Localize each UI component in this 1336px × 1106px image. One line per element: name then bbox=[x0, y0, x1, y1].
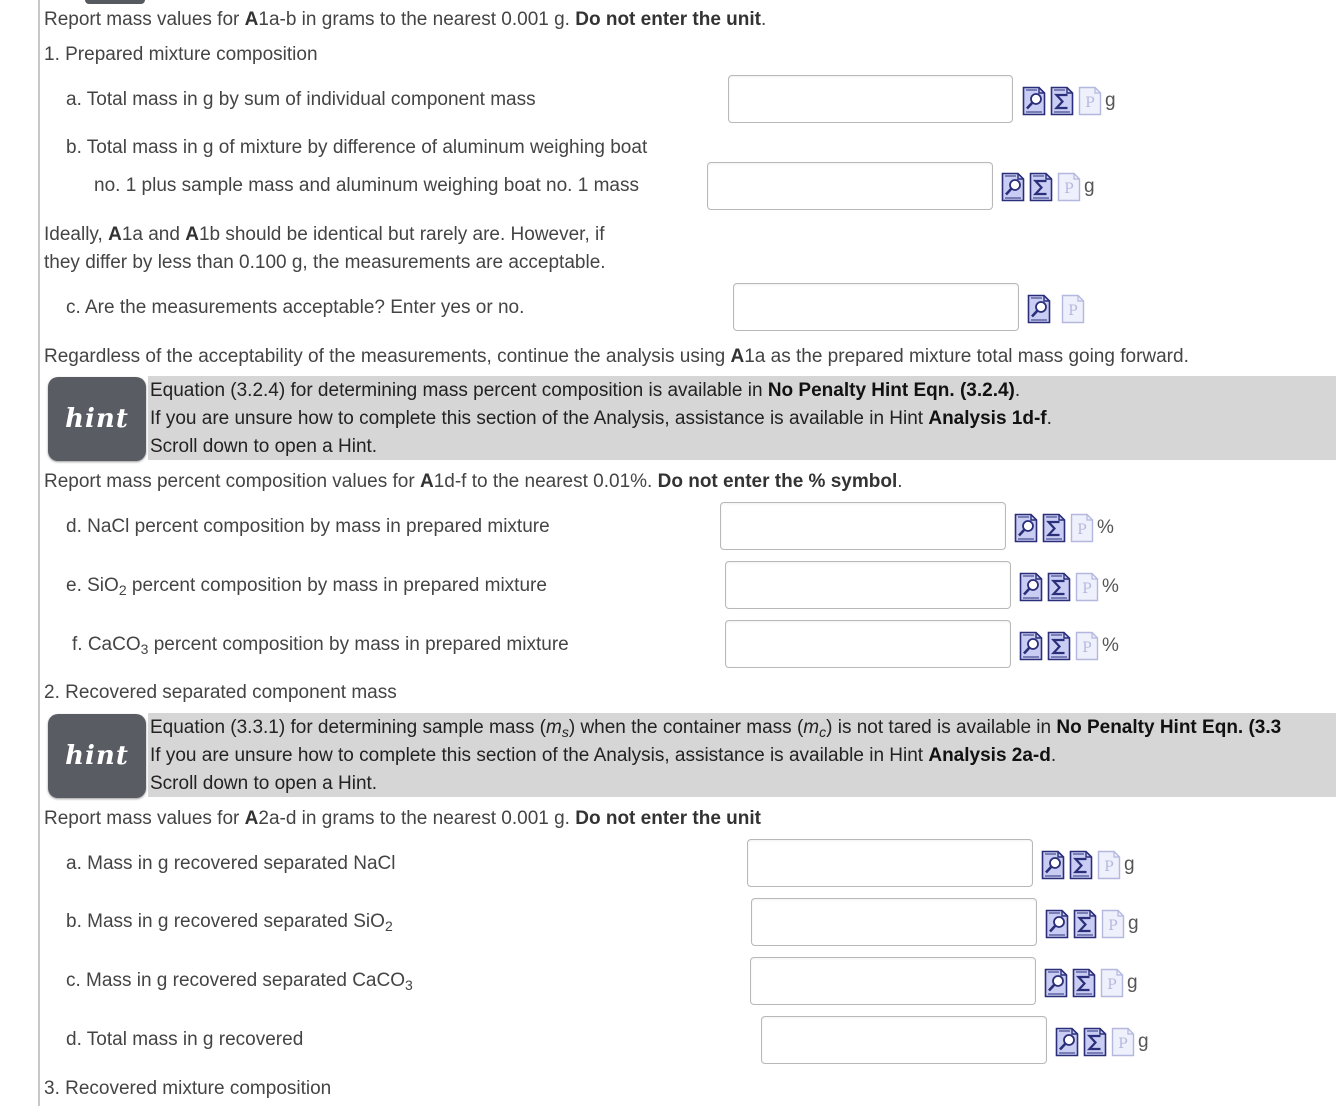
sigma-page-icon[interactable] bbox=[1050, 86, 1074, 116]
intro-percent-instructions: Report mass percent composition values for A1d-f to the nearest 0.01%. Do not enter the % symbol. bbox=[44, 471, 903, 492]
sigma-page-icon[interactable] bbox=[1069, 850, 1093, 880]
magnifier-page-icon[interactable] bbox=[1041, 850, 1065, 880]
top-tab-edge bbox=[85, 0, 145, 4]
hint-2-line3: Scroll down to open a Hint. bbox=[150, 773, 378, 794]
intro-recovered-mass-instructions: Report mass values for A2a-d in grams to the nearest 0.001 g. Do not enter the unit bbox=[44, 808, 761, 829]
answer-1d-input[interactable] bbox=[720, 502, 1006, 550]
question-1c-label: c. Are the measurements acceptable? Enter yes or no. bbox=[66, 297, 525, 318]
p-page-icon[interactable] bbox=[1057, 172, 1081, 202]
ideal-note-line2: they differ by less than 0.100 g, the measurements are acceptable. bbox=[44, 252, 606, 273]
magnifier-page-icon[interactable] bbox=[1044, 968, 1068, 998]
question-1e-label: e. SiO$_2$ percent composition by mass in prepared mixture bbox=[66, 575, 547, 598]
sigma-page-icon[interactable] bbox=[1072, 968, 1096, 998]
regardless-note: Regardless of the acceptability of the measurements, continue the analysis using A1a as the prepared mixture total mass going forward. bbox=[44, 346, 1189, 367]
unit-1f: % bbox=[1102, 635, 1119, 656]
p-page-icon[interactable] bbox=[1100, 968, 1124, 998]
unit-1b: g bbox=[1084, 176, 1095, 197]
p-page-icon[interactable] bbox=[1075, 631, 1099, 661]
magnifier-page-icon[interactable] bbox=[1045, 909, 1069, 939]
magnifier-page-icon[interactable] bbox=[1019, 572, 1043, 602]
magnifier-page-icon[interactable] bbox=[1001, 172, 1025, 202]
answer-1b-input[interactable] bbox=[707, 162, 993, 210]
sigma-page-icon[interactable] bbox=[1073, 909, 1097, 939]
question-1f-label: f. CaCO$_3$ percent composition by mass in prepared mixture bbox=[72, 634, 569, 657]
p-page-icon[interactable] bbox=[1070, 513, 1094, 543]
magnifier-page-icon[interactable] bbox=[1055, 1027, 1079, 1057]
sigma-page-icon[interactable] bbox=[1047, 572, 1071, 602]
sigma-page-icon[interactable] bbox=[1029, 172, 1053, 202]
question-2a-label: a. Mass in g recovered separated NaCl bbox=[66, 853, 396, 874]
p-page-icon[interactable] bbox=[1075, 572, 1099, 602]
ideal-note-line1: Ideally, A1a and A1b should be identical but rarely are. However, if bbox=[44, 224, 605, 245]
unit-2c: g bbox=[1127, 972, 1138, 993]
magnifier-page-icon[interactable] bbox=[1027, 294, 1051, 324]
answer-1c-input[interactable] bbox=[733, 283, 1019, 331]
p-page-icon[interactable] bbox=[1078, 86, 1102, 116]
question-1d-label: d. NaCl percent composition by mass in prepared mixture bbox=[66, 516, 550, 537]
question-2b-label: b. Mass in g recovered separated SiO$_2$ bbox=[66, 911, 393, 934]
p-page-icon[interactable] bbox=[1111, 1027, 1135, 1057]
hint-1-line1: Equation (3.2.4) for determining mass percent composition is available in No Penalty Hint Eqn. (3.2.4). bbox=[150, 380, 1021, 401]
hint-2-line2: If you are unsure how to complete this section of the Analysis, assistance is available in Hint Analysis 2a-d. bbox=[150, 745, 1057, 766]
hint-1-button[interactable]: hint bbox=[48, 377, 146, 461]
p-page-icon[interactable] bbox=[1097, 850, 1121, 880]
answer-1a-input[interactable] bbox=[728, 75, 1013, 123]
answer-2b-input[interactable] bbox=[751, 898, 1037, 946]
hint-1-line3: Scroll down to open a Hint. bbox=[150, 436, 378, 457]
magnifier-page-icon[interactable] bbox=[1014, 513, 1038, 543]
intro-mass-instructions: Report mass values for A1a-b in grams to the nearest 0.001 g. Do not enter the unit. bbox=[44, 9, 767, 30]
magnifier-page-icon[interactable] bbox=[1022, 86, 1046, 116]
hint-2-button[interactable]: hint bbox=[48, 714, 146, 798]
unit-1a: g bbox=[1105, 90, 1116, 111]
hint-2-line1: Equation (3.3.1) for determining sample mass $(m_s)$ when the container mass $(m_c)$ is not tared is available in No Penalty Hint Eqn. (3.3 bbox=[150, 717, 1282, 740]
hint-1-line2: If you are unsure how to complete this section of the Analysis, assistance is available in Hint Analysis 1d-f. bbox=[150, 408, 1052, 429]
question-1a-label: a. Total mass in g by sum of individual component mass bbox=[66, 89, 536, 110]
question-2d-label: d. Total mass in g recovered bbox=[66, 1029, 304, 1050]
unit-1e: % bbox=[1102, 576, 1119, 597]
unit-2a: g bbox=[1124, 854, 1135, 875]
answer-2a-input[interactable] bbox=[747, 839, 1033, 887]
unit-1d: % bbox=[1097, 517, 1114, 538]
p-page-icon[interactable] bbox=[1061, 294, 1085, 324]
page-left-border bbox=[38, 0, 40, 1106]
question-1b-label-line1: b. Total mass in g of mixture by difference of aluminum weighing boat bbox=[66, 137, 648, 158]
sigma-page-icon[interactable] bbox=[1042, 513, 1066, 543]
answer-1e-input[interactable] bbox=[725, 561, 1011, 609]
question-1b-label-line2: no. 1 plus sample mass and aluminum weighing boat no. 1 mass bbox=[94, 175, 639, 196]
answer-2c-input[interactable] bbox=[750, 957, 1036, 1005]
answer-1f-input[interactable] bbox=[725, 620, 1011, 668]
section-3-title: 3. Recovered mixture composition bbox=[44, 1078, 332, 1099]
sigma-page-icon[interactable] bbox=[1047, 631, 1071, 661]
magnifier-page-icon[interactable] bbox=[1019, 631, 1043, 661]
answer-2d-input[interactable] bbox=[761, 1016, 1047, 1064]
unit-2b: g bbox=[1128, 913, 1139, 934]
unit-2d: g bbox=[1138, 1031, 1149, 1052]
question-2c-label: c. Mass in g recovered separated CaCO$_3$ bbox=[66, 970, 413, 993]
p-page-icon[interactable] bbox=[1101, 909, 1125, 939]
sigma-page-icon[interactable] bbox=[1083, 1027, 1107, 1057]
section-2-title: 2. Recovered separated component mass bbox=[44, 682, 397, 703]
section-1-title: 1. Prepared mixture composition bbox=[44, 44, 318, 65]
